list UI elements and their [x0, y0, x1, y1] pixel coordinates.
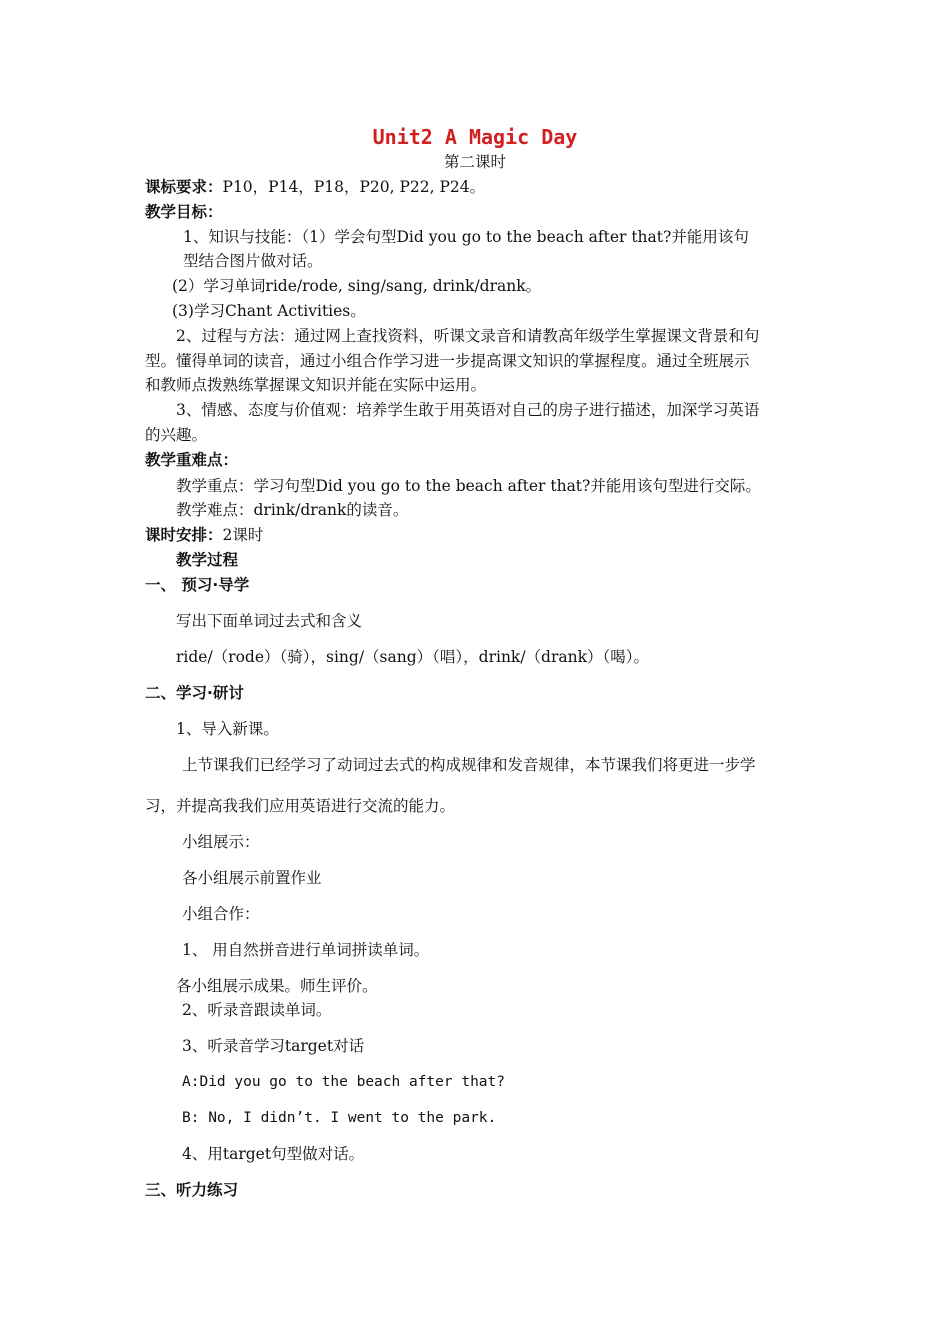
standard-row: [145, 177, 485, 197]
key-points-heading: 教学重难点：: [145, 451, 239, 469]
section-line: 4、用target句型做对话。: [182, 1145, 365, 1163]
process-heading: 教学过程: [176, 551, 239, 569]
section-heading: 一、 预习·导学: [145, 576, 250, 594]
objective-line: 2、过程与方法：通过网上查找资料，听课文录音和请教高年级学生掌握课文背景和句: [176, 327, 760, 345]
objectives-heading: 教学目标：: [145, 203, 223, 221]
standard-label: 课标要求：: [145, 178, 223, 196]
section-line: 各小组展示成果。师生评价。: [176, 977, 378, 995]
key-point-line: 教学难点：drink/drank的读音。: [176, 501, 409, 519]
section-line: 小组合作：: [182, 905, 260, 923]
objective-line: (3)学习Chant Activities。: [172, 302, 366, 320]
objective-line: 1、知识与技能：（1）学会句型Did you go to the beach after that?并能用该句: [183, 228, 749, 246]
section-line: 1、 用自然拼音进行单词拼读单词。: [182, 941, 430, 959]
dialogue-line-a: A:Did you go to the beach after that?: [182, 1074, 506, 1090]
objective-line: 的兴趣。: [145, 426, 208, 444]
key-point-line: 教学重点：学习句型Did you go to the beach after that?并能用该句型进行交际。: [176, 477, 761, 495]
schedule-text: 2课时: [222, 526, 264, 544]
section-line: 各小组展示前置作业: [182, 869, 322, 887]
objective-line: 型结合图片做对话。: [183, 252, 323, 270]
section-line: 1、导入新课。: [176, 720, 279, 738]
schedule-label: 课时安排：: [145, 526, 223, 544]
section-line: 小组展示：: [182, 833, 260, 851]
standard-text: P10，P14，P18，P20, P22, P24。: [222, 178, 486, 196]
section-line: 写出下面单词过去式和含义: [176, 612, 363, 630]
section-line: 2、听录音跟读单词。: [182, 1001, 332, 1019]
objective-line: 3、情感、态度与价值观：培养学生敢于用英语对自己的房子进行描述，加深学习英语: [176, 401, 760, 419]
section-line: 习，并提高我我们应用英语进行交流的能力。: [145, 797, 456, 815]
document-subtitle: 第二课时: [443, 153, 506, 171]
schedule-row: [145, 525, 263, 545]
objective-line: 和教师点拨熟练掌握课文知识并能在实际中运用。: [145, 376, 487, 394]
section-line: 上节课我们已经学习了动词过去式的构成规律和发音规律，本节课我们将更进一步学: [182, 756, 756, 774]
section-line: 3、听录音学习target对话: [182, 1037, 365, 1055]
objective-line: 型。懂得单词的读音，通过小组合作学习进一步提高课文知识的掌握程度。通过全班展示: [145, 352, 750, 370]
dialogue-line-b: B: No, I didn’t. I went to the park.: [182, 1110, 497, 1126]
section-heading: 二、学习·研讨: [145, 684, 244, 702]
section-line: ride/（rode）（骑），sing/（sang）（唱），drink/（drank）（喝）。: [176, 648, 649, 666]
section-heading: 三、听力练习: [145, 1181, 239, 1199]
document-title: Unit2 A Magic Day: [372, 125, 578, 149]
objective-line: (2）学习单词ride/rode, sing/sang, drink/drank。: [172, 277, 542, 295]
